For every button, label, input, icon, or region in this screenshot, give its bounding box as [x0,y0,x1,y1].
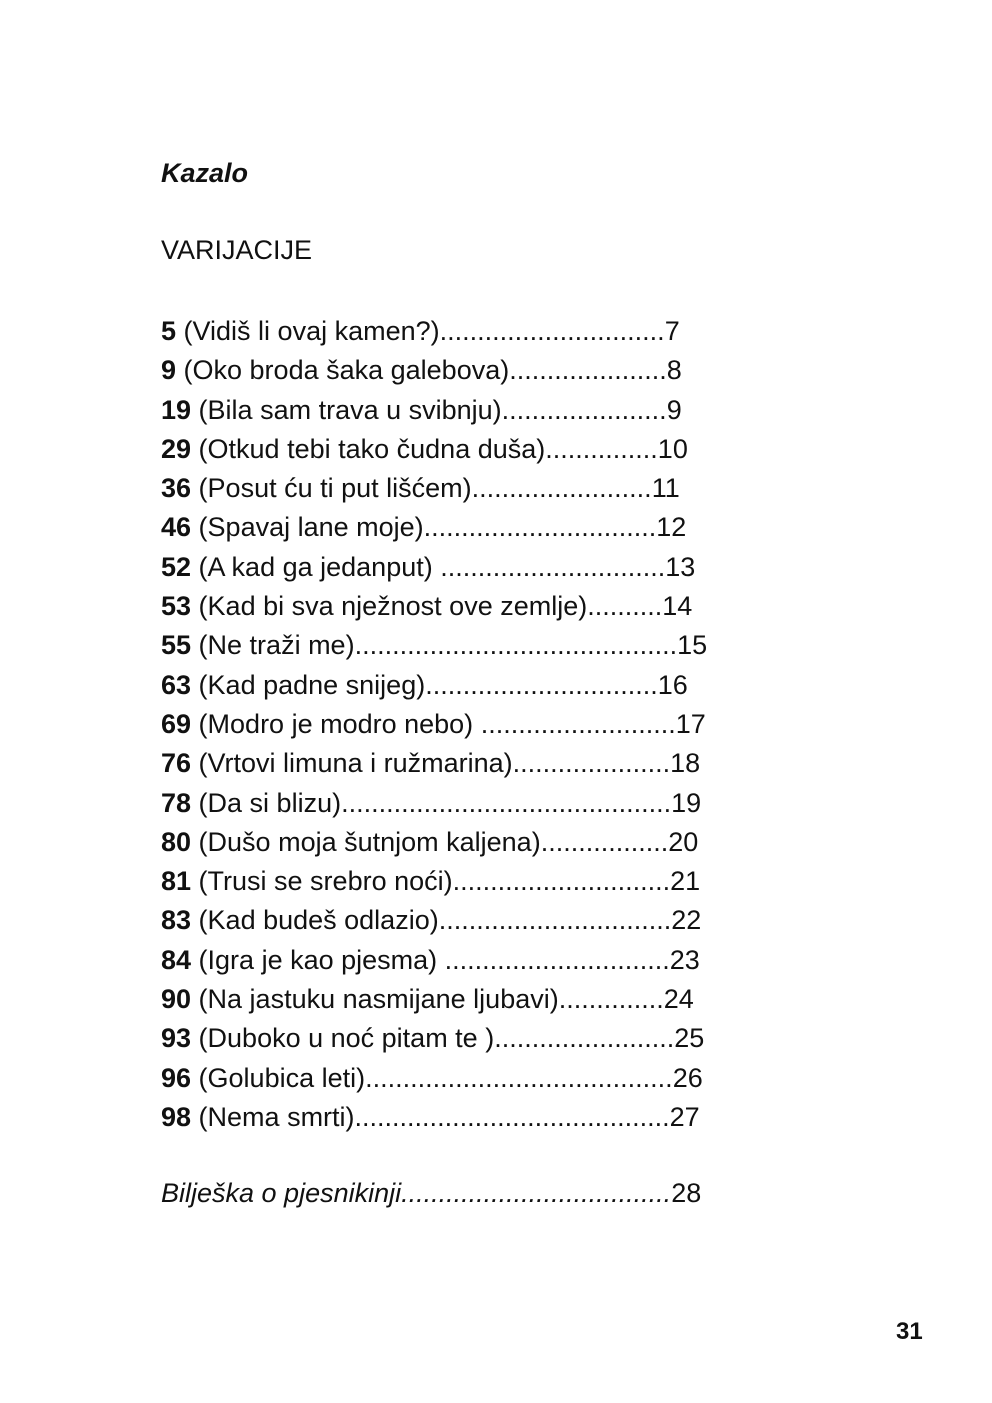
toc-entry [161,705,707,744]
entry-title: (Golubica leti) [191,1062,366,1093]
entry-page: 11 [651,473,680,504]
toc-entry [161,823,707,862]
page-number: 31 [896,1318,923,1345]
entry-page: 27 [669,1101,700,1132]
entry-title: (Dušo moja šutnjom kaljena) [191,826,541,857]
entry-title: (Bila sam trava u svibnju) [191,394,502,425]
toc-entry [161,1059,707,1098]
entry-leader: ............................... [425,669,658,700]
entry-leader: ......................................... [365,1062,673,1093]
entry-number: 83 [161,905,192,936]
note-title: Bilješka o pjesnikinji [161,1178,402,1208]
entry-title: (Kad padne snijeg) [191,669,426,700]
section-heading: VARIJACIJE [161,235,313,265]
toc-entry [161,862,707,901]
toc-entry [161,548,707,587]
entry-page: 9 [666,394,682,425]
toc-entry [161,1019,707,1058]
entry-leader: .......................... [480,708,676,739]
entry-title: (Spavaj lane moje) [191,512,424,543]
entry-leader: ............................... [423,512,657,543]
entry-page: 15 [677,630,708,661]
table-of-contents [161,312,707,1137]
entry-leader: ............................................ [341,787,672,818]
entry-leader: .......... [587,591,663,622]
entry-leader: .............................. [440,551,666,582]
entry-title: (Vidiš li ovaj kamen?) [176,316,440,346]
entry-number: 46 [161,512,192,543]
entry-page: 17 [675,708,706,739]
entry-title: (Modro je modro nebo) [191,708,481,739]
entry-number: 76 [161,748,192,779]
toc-entry [161,508,707,547]
entry-number: 19 [161,394,192,425]
toc-entry [161,784,707,823]
entry-page: 18 [670,748,701,779]
entry-number: 5 [161,316,177,346]
entry-page: 12 [656,512,687,543]
entry-page: 10 [657,433,688,464]
entry-page: 14 [662,591,693,622]
entry-number: 55 [161,630,192,661]
entry-leader: ........................ [494,1023,675,1054]
entry-leader: .............................. [439,316,665,346]
entry-number: 81 [161,866,192,897]
entry-number: 84 [161,944,192,975]
entry-page: 19 [671,787,702,818]
entry-leader: ................. [540,826,669,857]
entry-number: 96 [161,1062,192,1093]
entry-number: 29 [161,433,192,464]
entry-title: (Kad budeš odlazio) [191,905,439,936]
toc-entry [161,626,707,665]
entry-number: 63 [161,669,192,700]
entry-number: 53 [161,591,192,622]
entry-leader: ..................... [512,748,671,779]
page-title: Kazalo [161,158,249,188]
entry-leader: ...................... [501,394,667,425]
toc-entry [161,469,707,508]
entry-page: 24 [663,984,694,1015]
entry-title: (Posut ću ti put lišćem) [191,473,472,504]
entry-number: 90 [161,984,192,1015]
entry-page: 21 [670,866,701,897]
toc-entry-note [161,1178,701,1209]
toc-entry [161,901,707,940]
entry-title: (Da si blizu) [191,787,342,818]
entry-leader: ............................... [438,905,672,936]
entry-page: 20 [668,826,699,857]
entry-leader: .......................................... [354,1101,670,1132]
entry-leader: ..................... [509,355,667,386]
entry-title: (Na jastuku nasmijane ljubavi) [191,984,559,1015]
entry-number: 80 [161,826,192,857]
entry-page: 22 [671,905,702,936]
entry-number: 98 [161,1101,192,1132]
entry-number: 93 [161,1023,192,1054]
entry-page: 16 [657,669,688,700]
entry-page: 26 [672,1062,703,1093]
entry-title: (A kad ga jedanput) [191,551,441,582]
entry-title: (Igra je kao pjesma) [191,944,445,975]
entry-page: 23 [669,944,700,975]
entry-title: (Vrtovi limuna i ružmarina) [191,748,513,779]
note-leader: .................................... [401,1178,672,1208]
entry-title: (Oko broda šaka galebova) [176,355,510,386]
entry-title: (Kad bi sva nježnost ove zemlje) [191,591,588,622]
toc-entry [161,351,707,390]
entry-number: 52 [161,551,192,582]
entry-leader: ........................ [471,473,652,504]
entry-leader: ........................................... [354,630,678,661]
toc-entry [161,666,707,705]
entry-title: (Duboko u noć pitam te ) [191,1023,495,1054]
entry-leader: .............. [558,984,664,1015]
entry-page: 25 [674,1023,705,1054]
entry-title: (Otkud tebi tako čudna duša) [191,433,546,464]
entry-title: (Trusi se srebro noći) [191,866,453,897]
entry-leader: ............................. [452,866,671,897]
entry-title: (Nema smrti) [191,1101,355,1132]
entry-page: 13 [665,551,696,582]
entry-page: 7 [664,316,680,346]
toc-entry [161,430,707,469]
toc-entry [161,941,707,980]
entry-number: 36 [161,473,192,504]
entry-number: 9 [161,355,177,386]
note-page: 28 [671,1178,702,1208]
entry-leader: ............... [545,433,658,464]
toc-entry [161,980,707,1019]
toc-entry [161,744,707,783]
toc-entry [161,587,707,626]
toc-entry [161,312,707,351]
toc-entry [161,391,707,430]
entry-number: 69 [161,708,192,739]
entry-number: 78 [161,787,192,818]
entry-title: (Ne traži me) [191,630,355,661]
entry-leader: .............................. [444,944,670,975]
toc-entry [161,1098,707,1137]
entry-page: 8 [666,355,682,386]
